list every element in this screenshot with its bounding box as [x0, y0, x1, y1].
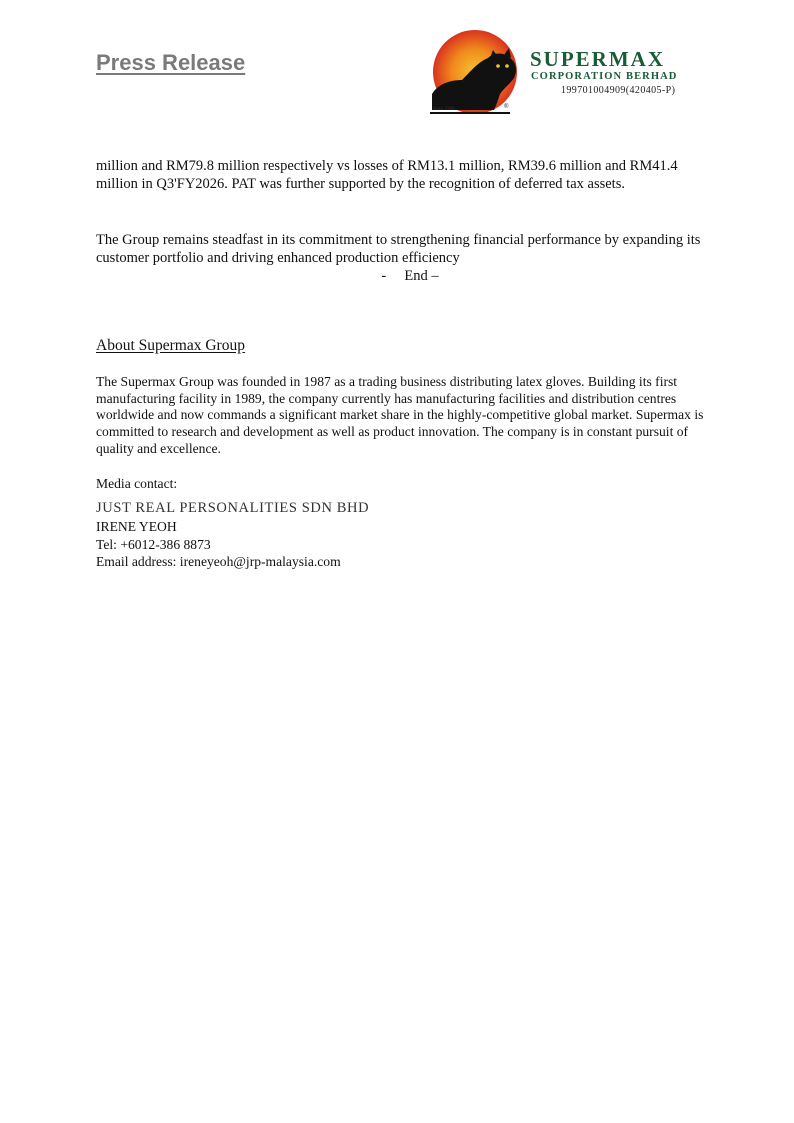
logo-company-name: SUPERMAX	[530, 47, 665, 71]
media-contact-label: Media contact:	[96, 476, 178, 491]
about-heading: About Supermax Group	[96, 337, 245, 354]
supermax-logo	[430, 28, 690, 116]
logo-registration-number: 199701004909(420405-P)	[561, 85, 676, 96]
logo-company-subtitle: CORPORATION BERHAD	[531, 71, 678, 82]
contact-company: JUST REAL PERSONALITIES SDN BHD	[96, 500, 370, 516]
body-paragraph-2: The Group remains steadfast in its commitment to strengthening financial performance by expanding its customer portfolio and driving enhanced production efficiency	[96, 232, 701, 267]
contact-tel: Tel: +6012-386 8873	[96, 537, 211, 552]
body-paragraph-1: million and RM79.8 million respectively vs losses of RM13.1 million, RM39.6 million and RM41.4 million in Q3'FY2026. PAT was further supported by the recognition of deferred tax assets.	[96, 158, 678, 193]
svg-text:®: ®	[504, 104, 509, 110]
about-paragraph: The Supermax Group was founded in 1987 as a trading business distributing latex gloves. Building its first manufacturing facility in 1989, the company currently has manufacturing facilities and distribution centres worldwide and now commands a significant market share in the highly-competitive global market. Supermax is committed to research and development as well as product innovation. The company is in constant pursuit of quality and excellence.	[96, 374, 704, 456]
logo-since-text: since 1989	[433, 107, 455, 112]
contact-email: Email address: ireneyeoh@jrp-malaysia.com	[96, 554, 341, 569]
panther-sun-logo-icon	[430, 28, 530, 116]
end-marker: - End –	[381, 268, 439, 284]
contact-person: IRENE YEOH	[96, 519, 177, 534]
page-title: Press Release	[96, 50, 246, 75]
